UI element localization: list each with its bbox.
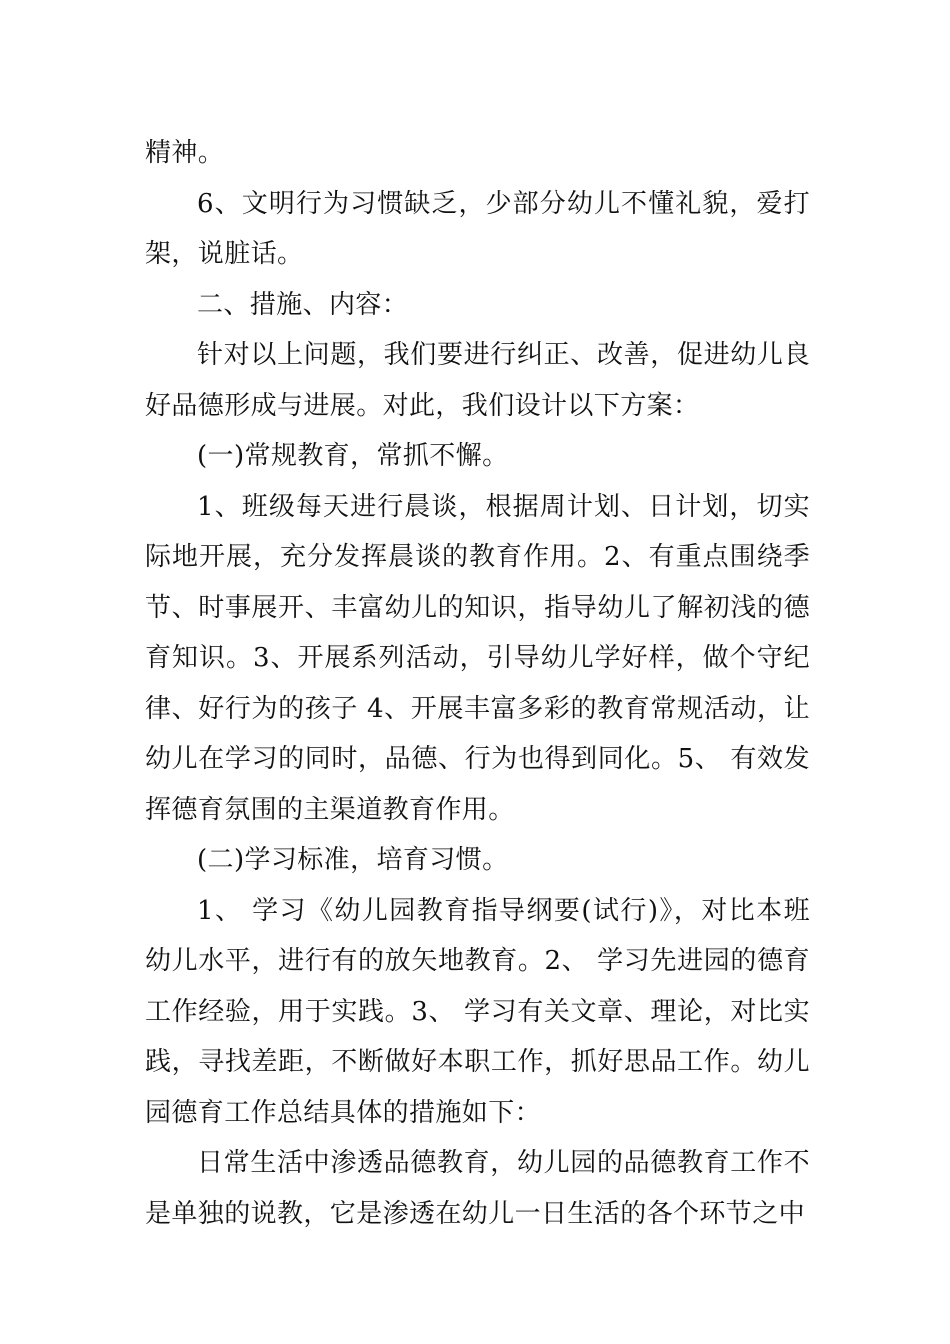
paragraph-daily-life: 日常生活中渗透品德教育，幼儿园的品德教育工作不是单独的说教，它是渗透在幼儿一日生活的各个环节之中 [145,1148,810,1229]
paragraph-study-items: 1、 学习《幼儿园教育指导纲要(试行)》，对比本班幼儿水平，进行有的放矢地教育。2、 学习先进园的德育工作经验，用于实践。3、 学习有关文章、理论，对比实践，寻找差距，不断做好本职工作，抓好思品工作。幼儿园德育工作总结具体的措施如下： [145,895,810,1128]
subheading-study-standards: (二)学习标准，培育习惯。 [197,845,509,875]
paragraph-continuation: 精神。 [145,138,225,168]
paragraph-intro: 针对以上问题，我们要进行纠正、改善，促进幼儿良好品德形成与进展。对此，我们设计以下方案： [145,340,810,421]
section-heading-measures: 二、措施、内容： [197,289,409,320]
paragraph-routine-items: 1、班级每天进行晨谈，根据周计划、日计划，切实际地开展，充分发挥晨谈的教育作用。2、有重点围绕季节、时事展开、丰富幼儿的知识，指导幼儿了解初浅的德育知识。3、开展系列活动，引导幼儿学好样，做个守纪律、好行为的孩子 4、开展丰富多彩的教育常规活动，让幼儿在学习的同时，品德、行为也得到同化。5、 有效发挥德育氛围的主渠道教育作用。 [145,491,810,825]
document-body [145,128,810,1239]
subheading-routine-education: (一)常规教育，常抓不懈。 [197,441,509,471]
paragraph-item-6: 6、文明行为习惯缺乏，少部分幼儿不懂礼貌，爱打架，说脏话。 [145,188,810,269]
